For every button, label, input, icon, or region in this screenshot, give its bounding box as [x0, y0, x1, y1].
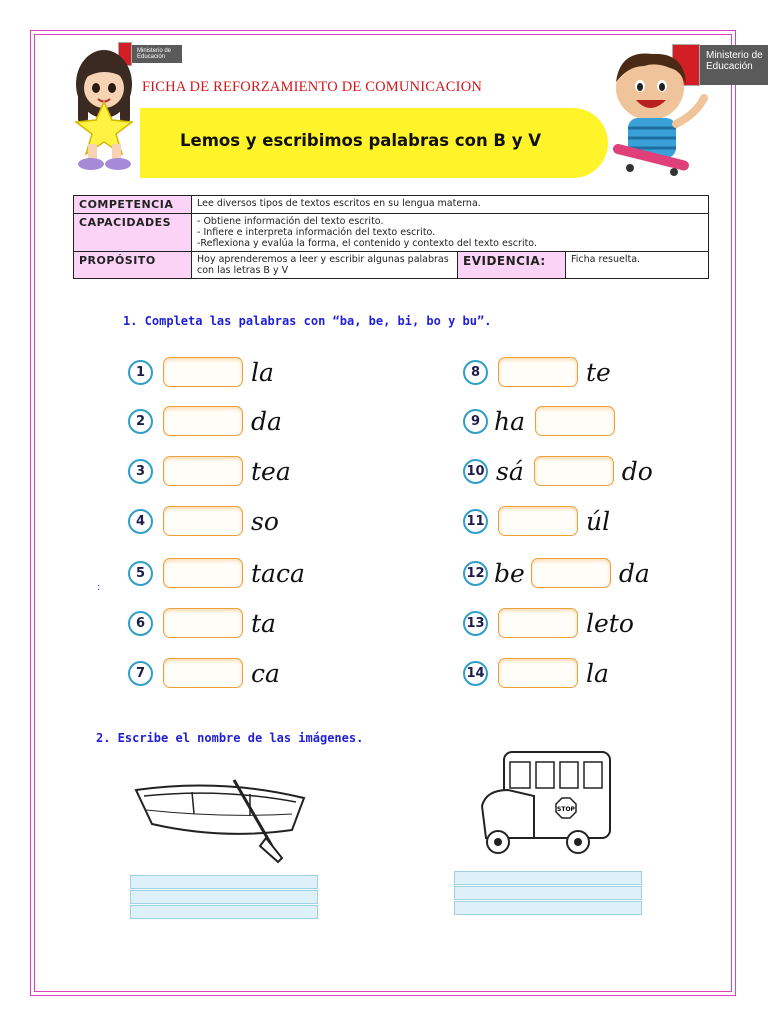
- boat-image: [132, 768, 308, 868]
- item-number: 4: [128, 509, 153, 534]
- word-item: [463, 501, 610, 541]
- school-bus-image: [478, 746, 618, 858]
- word-item: [463, 401, 615, 441]
- answer-box[interactable]: [534, 456, 614, 486]
- writing-line[interactable]: [454, 871, 642, 885]
- writing-line[interactable]: [130, 875, 318, 889]
- syllable-after: da: [618, 558, 650, 588]
- boy-with-skateboard-illustration: [600, 44, 712, 176]
- logo-right-text: Ministerio de Educación: [700, 45, 768, 85]
- syllable-after: taca: [251, 558, 305, 588]
- syllable-after: tea: [251, 456, 291, 486]
- answer-box[interactable]: [163, 558, 243, 588]
- word-item: [128, 603, 276, 643]
- syllable-after: la: [586, 658, 609, 688]
- worksheet-subtitle: Lemos y escribimos palabras con B y V: [180, 131, 542, 150]
- writing-line[interactable]: [130, 905, 318, 919]
- item-number: 8: [463, 360, 488, 385]
- writing-line[interactable]: [130, 890, 318, 904]
- evidencia-label: EVIDENCIA:: [458, 252, 566, 279]
- logo-left-text: Ministerio de Educación: [132, 45, 182, 64]
- item-number: 9: [463, 409, 488, 434]
- syllable-after: leto: [586, 608, 634, 638]
- answer-lines-boat[interactable]: [130, 875, 318, 920]
- answer-box[interactable]: [163, 658, 243, 688]
- evidencia-value: Ficha resuelta.: [566, 252, 709, 279]
- word-item: [128, 553, 305, 593]
- answer-box[interactable]: [498, 608, 578, 638]
- answer-box[interactable]: [163, 456, 243, 486]
- item-number: 1: [128, 360, 153, 385]
- word-item: [128, 352, 274, 392]
- item-number: 5: [128, 561, 153, 586]
- answer-box[interactable]: [531, 558, 611, 588]
- syllable-after: so: [251, 506, 279, 536]
- item-number: 12: [463, 561, 488, 586]
- answer-box[interactable]: [535, 406, 615, 436]
- syllable-before: sá: [496, 456, 524, 486]
- syllable-before: be: [494, 558, 525, 588]
- answer-box[interactable]: [163, 357, 243, 387]
- table-row: [74, 214, 709, 252]
- answer-box[interactable]: [163, 406, 243, 436]
- item-number: 2: [128, 409, 153, 434]
- answer-box[interactable]: [498, 506, 578, 536]
- table-row: [74, 196, 709, 214]
- syllable-after: úl: [586, 506, 611, 536]
- item-number: 10: [463, 459, 488, 484]
- exercise-1-instruction: 1. Completa las palabras con “ba, be, bi, bo y bu”.: [123, 314, 492, 328]
- writing-line[interactable]: [454, 886, 642, 900]
- word-item: [128, 451, 291, 491]
- word-item: [463, 553, 650, 593]
- syllable-after: la: [251, 357, 274, 387]
- stray-mark: :: [97, 582, 101, 593]
- answer-lines-bus[interactable]: [454, 871, 642, 916]
- word-item: [128, 401, 282, 441]
- info-table: [73, 195, 709, 279]
- stop-sign-label: STOP: [557, 806, 575, 813]
- item-number: 7: [128, 661, 153, 686]
- item-number: 14: [463, 661, 488, 686]
- syllable-after: ca: [251, 658, 280, 688]
- word-item: [128, 653, 280, 693]
- syllable-after: te: [586, 357, 611, 387]
- worksheet-title: FICHA DE REFORZAMIENTO DE COMUNICACION: [142, 79, 483, 95]
- item-number: 11: [463, 509, 488, 534]
- capacidades-label: CAPACIDADES: [74, 214, 192, 252]
- word-item: [463, 603, 634, 643]
- word-item: [128, 501, 279, 541]
- syllable-before: ha: [494, 406, 526, 436]
- word-item: [463, 451, 653, 491]
- capacidad-item: - Obtiene información del texto escrito.: [197, 216, 384, 227]
- word-item: [463, 653, 609, 693]
- proposito-label: PROPÓSITO: [74, 252, 192, 279]
- capacidad-item: -Reflexiona y evalúa la forma, el contenido y contexto del texto escrito.: [197, 238, 537, 249]
- capacidad-item: - Infiere e interpreta información del texto escrito.: [197, 227, 436, 238]
- competencia-value: Lee diversos tipos de textos escritos en su lengua materna.: [192, 196, 709, 214]
- item-number: 13: [463, 611, 488, 636]
- exercise-2-instruction: 2. Escribe el nombre de las imágenes.: [96, 731, 364, 745]
- item-number: 6: [128, 611, 153, 636]
- answer-box[interactable]: [498, 357, 578, 387]
- item-number: 3: [128, 459, 153, 484]
- word-item: [463, 352, 611, 392]
- syllable-after: do: [621, 456, 653, 486]
- proposito-value: Hoy aprenderemos a leer y escribir algunas palabras con las letras B y V: [192, 252, 458, 279]
- capacidades-value: [192, 214, 709, 252]
- answer-box[interactable]: [498, 658, 578, 688]
- answer-box[interactable]: [163, 608, 243, 638]
- syllable-after: ta: [251, 608, 276, 638]
- answer-box[interactable]: [163, 506, 243, 536]
- table-row: [74, 252, 709, 279]
- competencia-label: COMPETENCIA: [74, 196, 192, 214]
- syllable-after: da: [251, 406, 282, 436]
- writing-line[interactable]: [454, 901, 642, 915]
